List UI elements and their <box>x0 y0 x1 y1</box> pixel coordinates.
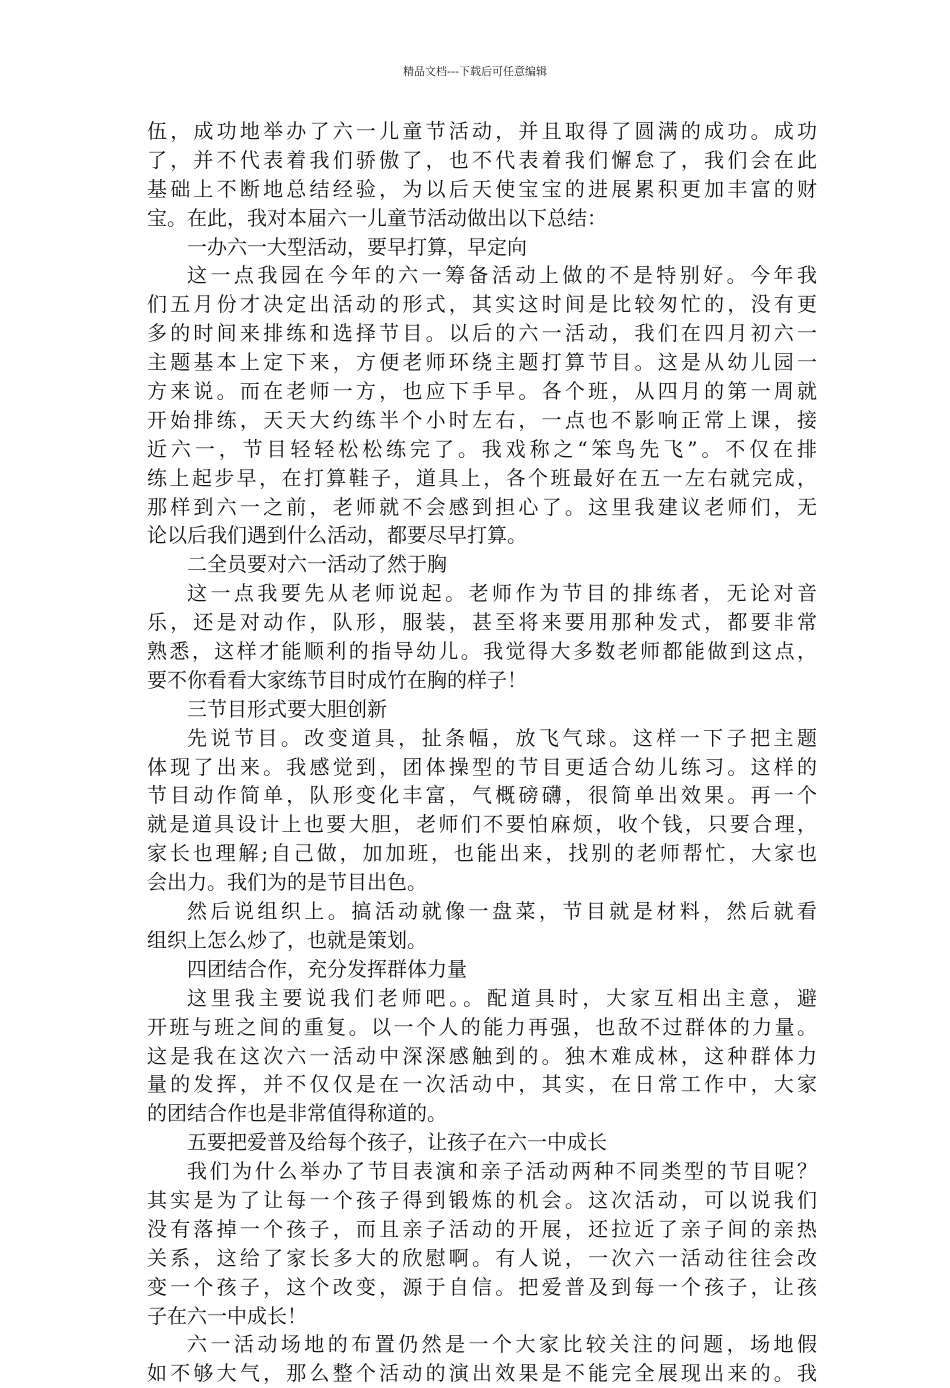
text-line: 们五月份才决定出活动的形式，其实这时间是比较匆忙的，没有更 <box>147 292 817 317</box>
text-line: 主题基本上定下来，方便老师环绕主题打算节目。这是从幼儿园一 <box>147 350 817 375</box>
text-line: 这里我主要说我们老师吧。。配道具时，大家互相出主意，避 <box>187 985 817 1010</box>
text-line: 会出力。我们为的是节目出色。 <box>147 870 427 895</box>
text-line: 这一点我要先从老师说起。老师作为节目的排练者，无论对音 <box>187 581 817 606</box>
section-heading: 二全员要对六一活动了然于胸 <box>187 552 447 577</box>
text-line: 基础上不断地总结经验，为以后天使宝宝的进展累积更加丰富的财 <box>147 176 817 201</box>
text-line: 就是道具设计上也要大胆，老师们不要怕麻烦，收个钱，只要合理， <box>147 812 817 837</box>
text-line: 如不够大气，那么整个活动的演出效果是不能完全展现出来的。我 <box>147 1361 817 1386</box>
text-line: 子在六一中成长！ <box>147 1303 307 1328</box>
page-header: 精品文档---下载后可任意编辑 <box>403 65 547 78</box>
text-line: 乐，还是对动作，队形，服装，甚至将来要用那种发式，都要非常 <box>147 610 817 635</box>
text-line: 练上起步早，在打算鞋子，道具上，各个班最好在五一左右就完成， <box>147 465 817 490</box>
text-line: 伍，成功地举办了六一儿童节活动，并且取得了圆满的成功。成功 <box>147 119 817 143</box>
section-heading: 五要把爱普及给每个孩子，让孩子在六一中成长 <box>187 1130 607 1155</box>
text-line: 我们为什么举办了节目表演和亲子活动两种不同类型的节目呢？ <box>187 1159 817 1184</box>
text-line: 多的时间来排练和选择节目。以后的六一活动，我们在四月初六一 <box>147 321 817 346</box>
text-line: 那样到六一之前，老师就不会感到担心了。这里我建议老师们，无 <box>147 494 817 519</box>
text-line: 的团结合作也是非常值得称道的。 <box>147 1101 447 1126</box>
text-line: 六一活动场地的布置仍然是一个大家比较关注的问题，场地假 <box>187 1332 817 1357</box>
text-line: 论以后我们遇到什么活动，都要尽早打算。 <box>147 523 527 548</box>
text-line: 要不你看看大家练节目时成竹在胸的样子！ <box>147 667 527 692</box>
text-line: 熟悉，这样才能顺利的指导幼儿。我觉得大多数老师都能做到这点， <box>147 639 817 664</box>
section-heading: 四团结合作，充分发挥群体力量 <box>187 956 467 981</box>
section-heading: 三节目形式要大胆创新 <box>187 696 387 721</box>
text-line: 关系，这给了家长多大的欣慰啊。有人说，一次六一活动往往会改 <box>147 1245 817 1270</box>
document-body <box>147 117 817 1388</box>
text-line: 组织上怎么炒了，也就是策划。 <box>147 927 427 952</box>
text-line: 然后说组织上。搞活动就像一盘菜，节目就是材料，然后就看 <box>187 899 817 924</box>
text-line: 家长也理解;自己做，加加班，也能出来，找别的老师帮忙，大家也 <box>147 841 817 866</box>
text-line: 没有落掉一个孩子，而且亲子活动的开展，还拉近了亲子间的亲热 <box>147 1216 817 1241</box>
text-line: 先说节目。改变道具，扯条幅，放飞气球。这样一下子把主题 <box>187 725 817 750</box>
text-line: 这一点我园在今年的六一筹备活动上做的不是特别好。今年我 <box>187 263 817 288</box>
text-line: 节目动作简单，队形变化丰富，气概磅礴，很简单出效果。再一个 <box>147 783 817 808</box>
text-line: 开始排练，天天大约练半个小时左右，一点也不影响正常上课，接 <box>147 407 817 432</box>
text-line: 了，并不代表着我们骄傲了，也不代表着我们懈怠了，我们会在此 <box>147 147 817 172</box>
text-line: 方来说。而在老师一方，也应下手早。各个班，从四月的第一周就 <box>147 379 817 404</box>
text-line: 变一个孩子，这个改变，源于自信。把爱普及到每一个孩子，让孩 <box>147 1274 817 1299</box>
text-line: 宝。在此，我对本届六一儿童节活动做出以下总结： <box>147 205 607 230</box>
text-line: 体现了出来。我感觉到，团体操型的节目更适合幼儿练习。这样的 <box>147 754 817 779</box>
text-line: 近六一，节目轻轻松松练完了。我戏称之“笨鸟先飞”。不仅在排 <box>147 436 817 461</box>
section-heading: 一办六一大型活动，要早打算，早定向 <box>187 234 527 259</box>
text-line: 量的发挥，并不仅仅是在一次活动中，其实，在日常工作中，大家 <box>147 1072 817 1097</box>
text-line: 其实是为了让每一个孩子得到锻炼的机会。这次活动，可以说我们 <box>147 1187 817 1212</box>
text-line: 开班与班之间的重复。以一个人的能力再强，也敌不过群体的力量。 <box>147 1014 817 1039</box>
text-line: 这是我在这次六一活动中深深感触到的。独木难成林，这种群体力 <box>147 1043 817 1068</box>
